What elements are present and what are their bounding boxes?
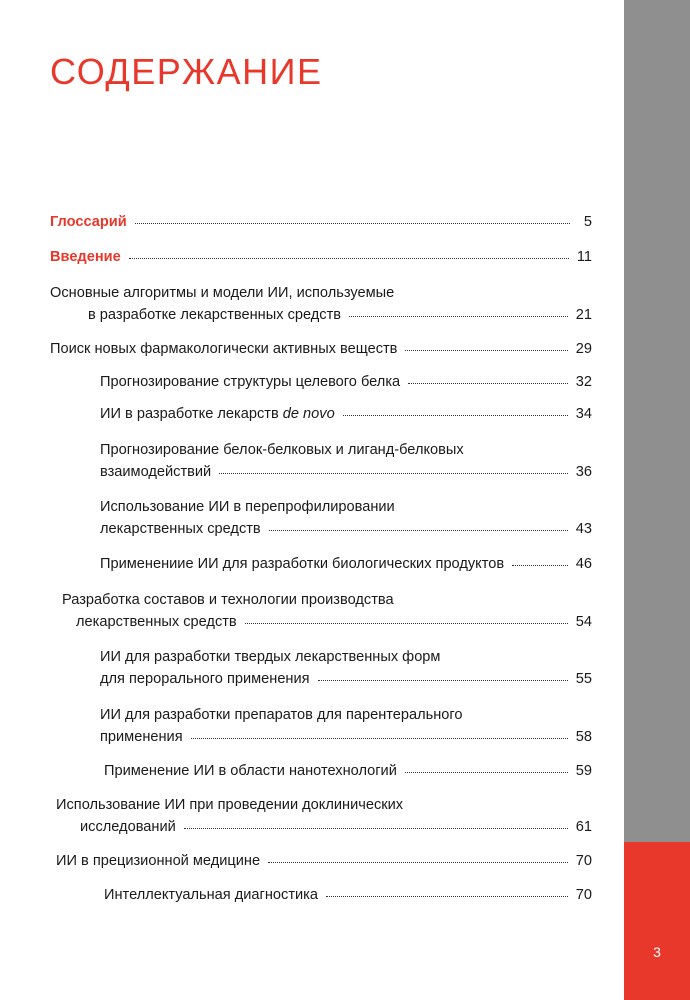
dot-leader xyxy=(405,772,568,773)
toc-entry-label: Применениие ИИ для разработки биологических продуктов xyxy=(100,556,505,572)
toc-entry-label: применения xyxy=(100,729,183,745)
toc-entry-label: Глоссарий xyxy=(50,214,127,230)
dot-leader xyxy=(405,350,567,351)
toc-entry-solid-forms[interactable] xyxy=(100,671,592,687)
toc-page-number: 70 xyxy=(575,853,592,869)
toc-entry-label: в разработке лекарственных средств xyxy=(88,307,342,323)
toc-entry-label: Поиск новых фармакологически активных веществ xyxy=(50,341,398,357)
toc-entry-solid-forms-line1: ИИ для разработки твердых лекарственных форм xyxy=(100,649,441,665)
toc-page-number: 59 xyxy=(575,763,592,779)
toc-entry-search[interactable] xyxy=(50,341,592,357)
dot-leader xyxy=(318,680,568,681)
toc-page-number: 32 xyxy=(575,374,592,390)
toc-entry-preclinical[interactable] xyxy=(80,819,592,835)
toc-entry-precision[interactable] xyxy=(56,853,592,869)
toc-page-number: 21 xyxy=(575,307,592,323)
dot-leader xyxy=(184,828,568,829)
toc-entry-parenteral-line1: ИИ для разработки препаратов для парентерального xyxy=(100,707,463,723)
toc-entry-label: Интеллектуальная диагностика xyxy=(104,887,318,903)
dot-leader xyxy=(408,383,568,384)
toc-entry-label xyxy=(100,406,335,422)
toc-entry-repurposing[interactable] xyxy=(100,521,592,537)
toc-entry-label-italic: de novo xyxy=(282,406,335,422)
toc-entry-repurposing-line1: Использование ИИ в перепрофилировании xyxy=(100,499,395,515)
dot-leader xyxy=(135,223,570,224)
side-bar-red xyxy=(624,842,690,1000)
toc-entry-formulation-line1: Разработка составов и технологии производства xyxy=(62,592,394,608)
toc-page-number: 70 xyxy=(575,887,592,903)
toc-page-number: 43 xyxy=(575,521,592,537)
dot-leader xyxy=(219,473,568,474)
toc-entry-label: для перорального применения xyxy=(100,671,310,687)
toc-page-number: 61 xyxy=(575,819,592,835)
toc-page-number: 58 xyxy=(575,729,592,745)
toc-entry-interactions-line1: Прогнозирование белок-белковых и лиганд-белковых xyxy=(100,442,464,458)
toc-entry-glossary[interactable] xyxy=(50,214,592,230)
toc-entry-label-text: ИИ в разработке лекарств xyxy=(100,406,283,422)
toc-entry-interactions[interactable] xyxy=(100,464,592,480)
toc-entry-label: лекарственных средств xyxy=(76,614,237,630)
toc-page-number: 5 xyxy=(583,214,592,230)
toc-entry-label: Применение ИИ в области нанотехнологий xyxy=(104,763,397,779)
toc-page-number: 55 xyxy=(575,671,592,687)
dot-leader xyxy=(512,565,568,566)
page-number: 3 xyxy=(653,944,661,960)
toc-entry-algorithms[interactable] xyxy=(88,307,592,323)
dot-leader xyxy=(129,258,569,259)
toc-entry-label: взаимодействий xyxy=(100,464,212,480)
toc-entry-formulation[interactable] xyxy=(76,614,592,630)
toc-entry-nano[interactable] xyxy=(104,763,592,779)
dot-leader xyxy=(326,896,568,897)
toc-entry-label: ИИ в прецизионной медицине xyxy=(56,853,261,869)
toc-entry-denovo[interactable] xyxy=(100,406,592,422)
toc-entry-preclinical-line1: Использование ИИ при проведении доклинических xyxy=(56,797,404,813)
toc-page-number: 46 xyxy=(575,556,592,572)
toc-entry-intro[interactable] xyxy=(50,249,592,265)
page-title: СОДЕРЖАНИЕ xyxy=(50,51,323,92)
toc-page-number: 29 xyxy=(575,341,592,357)
dot-leader xyxy=(343,415,568,416)
toc-page-number: 34 xyxy=(575,406,592,422)
toc-entry-structure[interactable] xyxy=(100,374,592,390)
toc-entry-parenteral[interactable] xyxy=(100,729,592,745)
dot-leader xyxy=(269,530,568,531)
side-bar-gray xyxy=(624,0,690,842)
toc-page-number: 54 xyxy=(575,614,592,630)
toc-entry-biologics[interactable] xyxy=(100,556,592,572)
toc-entry-label: исследований xyxy=(80,819,176,835)
toc-entry-diagnostics[interactable] xyxy=(104,887,592,903)
toc-page-number: 36 xyxy=(575,464,592,480)
dot-leader xyxy=(349,316,568,317)
toc-page-number: 11 xyxy=(576,249,592,265)
dot-leader xyxy=(268,862,568,863)
dot-leader xyxy=(191,738,568,739)
dot-leader xyxy=(245,623,568,624)
toc-entry-label: Прогнозирование структуры целевого белка xyxy=(100,374,401,390)
toc-entry-label: лекарственных средств xyxy=(100,521,261,537)
toc-entry-algorithms-line1: Основные алгоритмы и модели ИИ, используемые xyxy=(50,285,395,301)
toc-entry-label: Введение xyxy=(50,249,121,265)
